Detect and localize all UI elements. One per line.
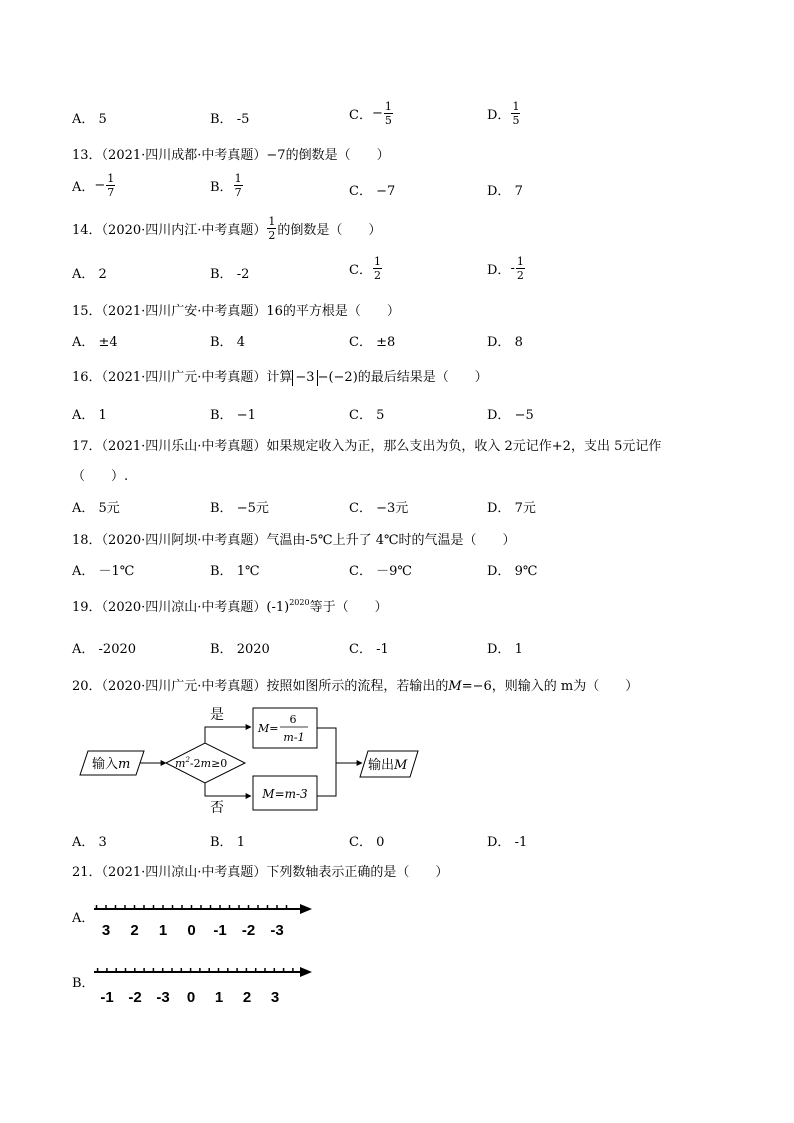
fraction: $\frac{1}{7}$ (107, 172, 115, 199)
flow-arrow-no (205, 783, 251, 796)
axis-tick-label: 3 (101, 922, 111, 939)
axis-tick-label: 0 (186, 989, 196, 1006)
q21-stem: 21．（2021·四川凉山·中考真题）下列数轴表示正确的是（ ） (72, 865, 449, 880)
flow-box-top (253, 708, 317, 748)
q17-option-d: D． 7元 (487, 501, 536, 516)
q16-option-a: A． 1 (72, 408, 107, 423)
q12-option-d: D． $\frac{1}{5}$ (487, 100, 520, 127)
q17-stem-line2: （ ）. (72, 469, 129, 484)
q14-option-d: D．- $\frac{1}{2}$ (487, 255, 524, 282)
axis-tick-label: 0 (187, 922, 196, 939)
q18-option-b: B． 1℃ (210, 564, 260, 579)
fraction: $\frac{1}{5}$ (512, 100, 520, 127)
q19-option-c: C． -1 (349, 642, 389, 657)
svg-text:m2-2m≥0: $m^2-2m\ge 0$ (175, 756, 228, 770)
flow-merge-line (317, 728, 336, 796)
q15-stem: 15．（2021·四川广安·中考真题）16的平方根是（ ） (72, 304, 400, 319)
svg-text:M=: M= (258, 722, 279, 735)
flow-decision-node (166, 743, 245, 783)
q17-stem-line1: 17．（2021·四川乐山·中考真题）如果规定收入为正，那么支出为负，收入 2元记作+2，支出 5元记作 (72, 439, 662, 454)
q16-option-d: D． −5 (487, 408, 534, 423)
q12-option-a: A． 5 (72, 112, 107, 127)
flow-box-bottom (253, 776, 317, 810)
absolute-value: −3 (292, 370, 317, 386)
axis-tick-label: -3 (156, 989, 170, 1006)
q13-stem: 13．（2021·四川成都·中考真题）−7的倒数是（ ） (72, 148, 390, 163)
axis-tick-label: 1 (214, 989, 224, 1006)
fraction: $\frac{1}{7}$ (234, 172, 242, 199)
axis-tick-label: -1 (213, 922, 227, 939)
q18-option-c: C． －9℃ (349, 564, 412, 579)
q19-option-b: B． 2020 (210, 642, 270, 657)
flow-input-node (80, 751, 144, 775)
q17-option-a: A． 5元 (72, 501, 120, 516)
flow-arrow-yes (205, 727, 251, 743)
fraction: $\frac{1}{2}$ (373, 255, 381, 282)
fraction: $\frac{1}{5}$ (384, 100, 392, 127)
q19-option-d: D． 1 (487, 642, 523, 657)
svg-text:输入m: 输入m (92, 757, 131, 772)
flow-yes-label: 是 (210, 707, 224, 723)
svg-text:输出M: 输出M (368, 758, 408, 773)
q20-option-d: D． -1 (487, 835, 528, 850)
svg-text:6: 6 (289, 713, 297, 726)
axis-tick-label: 1 (158, 922, 168, 939)
q13-option-d: D． 7 (487, 184, 523, 199)
number-line-b (90, 962, 312, 1010)
flow-no-label: 否 (210, 800, 224, 816)
q19-option-a: A． -2020 (72, 642, 137, 657)
flowchart (78, 705, 428, 820)
q16-option-b: B． −1 (210, 408, 256, 423)
axis-tick-label: -2 (241, 922, 256, 939)
axis-tick-label: 3 (270, 989, 280, 1006)
axis-tick-label: -1 (100, 989, 114, 1006)
svg-text:M=m-3: M=m-3 (262, 787, 308, 801)
q16-option-c: C． 5 (349, 408, 385, 423)
axis-tick-label: 2 (242, 989, 252, 1006)
axis-tick-label: -2 (128, 989, 142, 1006)
q12-option-b: B． -5 (210, 112, 250, 127)
q18-stem: 18．（2020·四川阿坝·中考真题）气温由-5℃上升了 4℃时的气温是（ ） (72, 533, 516, 548)
q16-stem: 16．（2021·四川广元·中考真题）计算 −3 −(−2)的最后结果是（ ） (72, 370, 488, 385)
option-value: 5 (98, 112, 107, 127)
q18-option-a: A． －1℃ (72, 564, 135, 579)
q13-option-c: C． −7 (349, 184, 396, 199)
q17-option-b: B． −5元 (210, 501, 269, 516)
q13-option-a: A．− $\frac{1}{7}$ (72, 172, 115, 199)
number-line-a (90, 897, 312, 945)
q13-option-b: B． $\frac{1}{7}$ (210, 172, 242, 199)
q21-option-a-letter: A． (72, 911, 95, 926)
q21-option-b-letter: B． (72, 976, 95, 991)
q15-option-b: B． 4 (210, 335, 245, 350)
q14-stem: 14．（2020·四川内江·中考真题） $\frac{1}{2}$ 的倒数是（ ） (72, 215, 382, 242)
axis-tick-label: -3 (270, 922, 284, 939)
q14-option-b: B． -2 (210, 267, 250, 282)
q20-option-c: C． 0 (349, 835, 385, 850)
option-value: -5 (236, 112, 250, 127)
flow-output-node (360, 751, 418, 777)
q19-stem: 19．（2020·四川凉山·中考真题）$(-1)^{2020}$等于（ ） (72, 598, 388, 615)
q20-option-b: B． 1 (210, 835, 245, 850)
axis-arrow (300, 904, 312, 914)
q14-option-c: C． $\frac{1}{2}$ (349, 255, 381, 282)
axis-tick-label: 2 (130, 922, 139, 939)
q14-option-a: A． 2 (72, 267, 107, 282)
q15-option-a: A． ±4 (72, 335, 118, 350)
q15-option-c: C． ±8 (349, 335, 396, 350)
axis-arrow (300, 967, 312, 977)
q17-option-c: C． −3元 (349, 501, 409, 516)
q20-stem: 20．（2020·四川广元·中考真题）按照如图所示的流程，若输出的M=−6，则输入的 m为（ ） (72, 679, 639, 694)
fraction: $\frac{1}{2}$ (268, 215, 276, 242)
fraction: $\frac{1}{2}$ (516, 255, 524, 282)
q18-option-d: D． 9℃ (487, 564, 538, 579)
q12-option-c: C．− $\frac{1}{5}$ (349, 100, 392, 127)
svg-text:m-1: m-1 (283, 731, 305, 744)
q15-option-d: D． 8 (487, 335, 523, 350)
q20-option-a: A． 3 (72, 835, 107, 850)
